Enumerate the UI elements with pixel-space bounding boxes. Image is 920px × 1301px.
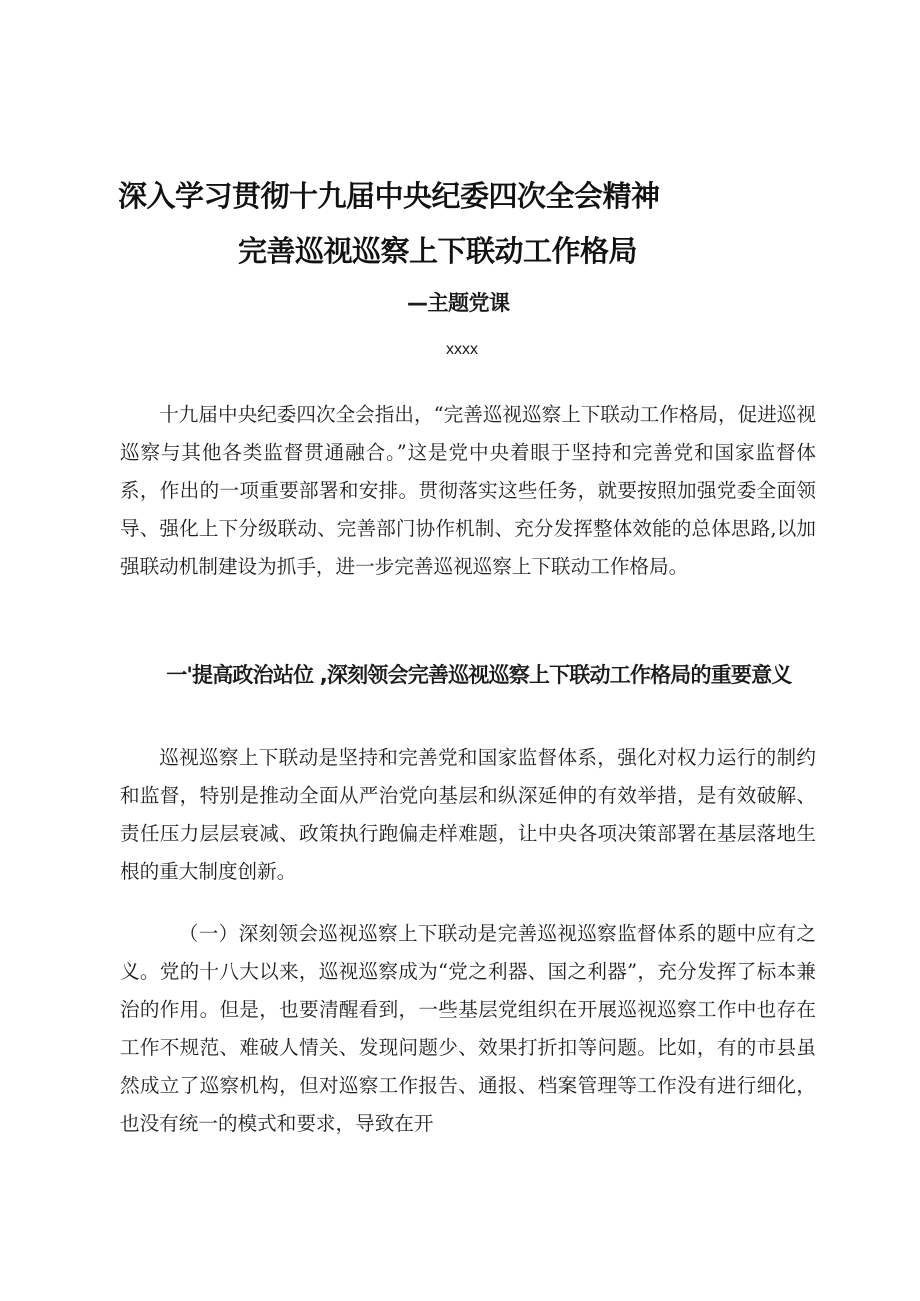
paragraph-subsection-1: （一）深刻领会巡视巡察上下联动是完善巡视巡察监督体系的题中应有之义。党的十八大以来，巡视巡察成为“党之利器、国之利器”，充分发挥了标本兼治的作用。但是，也要清醒看到，一些基层党组织在开展巡视巡察工作中也存在工作不规范、难破人情关、发现问题少、效果打折扣等问题。比如，有的市县虽然成立了巡察机构，但对巡察工作报告、通报、档案管理等工作没有进行细化，也没有统一的模式和要求，导致在开	[120, 922, 816, 1135]
title-line-2: 完善巡视巡察上下联动工作格局	[238, 234, 638, 268]
subtitle: —主题党课	[407, 291, 510, 315]
section-heading: 一'提高政治站位 ,深刻领会完善巡视巡察上下联动工作格局的重要意义	[166, 663, 792, 687]
paragraph-section-intro: 巡视巡察上下联动是坚持和完善党和国家监督体系，强化对权力运行的制约和监督，特别是推动全面从严治党向基层和纵深延伸的有效举措，是有效破解、责任压力层层衰减、政策执行跑偏走样难题，让中央各项决策部署在基层落地生根的重大制度创新。	[120, 746, 816, 883]
paragraph-intro: 十九届中央纪委四次全会指出，“完善巡视巡察上下联动工作格局，促进巡视巡察与其他各类监督贯通融合。”这是党中央着眼于坚持和完善党和国家监督体系，作出的一项重要部署和安排。贯彻落实这些任务，就要按照加强党委全面领导、强化上下分级联动、完善部门协作机制、充分发挥整体效能的总体思路,以加强联动机制建设为抓手，进一步完善巡视巡察上下联动工作格局。	[120, 403, 816, 578]
title-line-1: 深入学习贯彻十九届中央纪委四次全会精神	[118, 179, 660, 213]
author: xxxx	[446, 341, 478, 358]
